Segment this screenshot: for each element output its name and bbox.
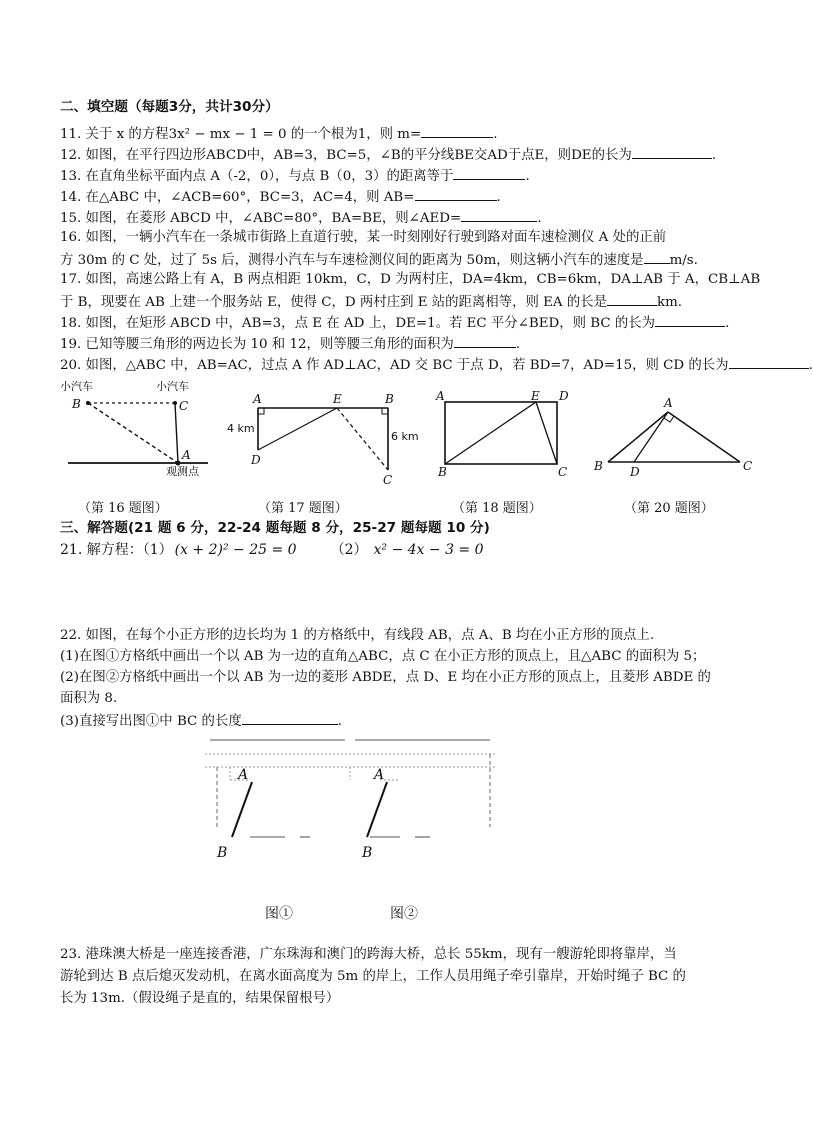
question-23-line-1: 23. 港珠澳大桥是一座连接香港，广东珠海和澳门的跨海大桥，总长 55km，现有一艘游轮即将靠岸，当 bbox=[60, 947, 677, 962]
label-a: A bbox=[182, 448, 191, 462]
label-b: B bbox=[594, 459, 603, 473]
question-13 bbox=[60, 166, 530, 186]
label-c: C bbox=[179, 399, 189, 413]
answer-blank-19[interactable] bbox=[454, 334, 516, 348]
question-23-line-3: 长为 13m.（假设绳子是直的，结果保留根号） bbox=[60, 991, 340, 1006]
question-14-tail: . bbox=[496, 190, 501, 205]
equation-1: (x + 2)² − 25 = 0 bbox=[174, 542, 297, 558]
caption-figure-16: （第 16 题图） bbox=[78, 501, 168, 516]
point-c bbox=[173, 401, 177, 405]
question-11-text: 11. 关于 x 的方程3x² − mx − 1 = 0 的一个根为1，则 m= bbox=[60, 127, 422, 142]
question-19 bbox=[60, 334, 520, 354]
question-18 bbox=[60, 313, 729, 333]
question-22-line-3: (2)在图②方格纸中画出一个以 AB 为一边的菱形 ABDE，点 D、E 均在小正方形的顶点上，且菱形 ABDE 的 bbox=[60, 670, 711, 685]
question-22-line-4: 面积为 8. bbox=[60, 691, 118, 706]
label-a: A bbox=[253, 392, 262, 406]
label-a: A bbox=[436, 389, 445, 403]
right-angle-b bbox=[382, 408, 388, 414]
question-13-tail: . bbox=[525, 169, 530, 184]
length-da: 4 km bbox=[227, 422, 255, 435]
question-12 bbox=[60, 145, 716, 165]
path-ba bbox=[88, 403, 178, 463]
question-20 bbox=[60, 355, 813, 375]
answer-blank-12[interactable] bbox=[632, 145, 712, 159]
figure-18 bbox=[430, 388, 580, 480]
rectangle-abcd bbox=[445, 402, 557, 464]
question-12-text: 12. 如图，在平行四边形ABCD中，AB=3，BC=5，∠B的平分线BE交AD于点E，则DE的长为 bbox=[60, 148, 632, 163]
question-15 bbox=[60, 208, 542, 228]
question-11-tail: . bbox=[493, 127, 498, 142]
answer-blank-22[interactable] bbox=[242, 711, 338, 725]
caption-figure-18: （第 18 题图） bbox=[452, 501, 542, 516]
question-15-text: 15. 如图，在菱形 ABCD 中，∠ABC=80°，BA=BE，则∠AED= bbox=[60, 211, 462, 226]
answer-blank-14[interactable] bbox=[415, 187, 497, 201]
label-e: E bbox=[333, 392, 342, 406]
question-18-tail: . bbox=[725, 316, 730, 331]
question-16-text: 方 30m 的 C 处，过了 5s 后，测得小汽车与车速检测仪间的距离为 50m，则这辆小汽车的速度是 bbox=[60, 253, 644, 268]
answer-blank-16[interactable] bbox=[644, 250, 670, 264]
figure-17 bbox=[225, 388, 420, 488]
question-14 bbox=[60, 187, 501, 207]
caption-figure-20: （第 20 题图） bbox=[624, 501, 714, 516]
label-d: D bbox=[630, 465, 640, 479]
answer-blank-15[interactable] bbox=[461, 208, 537, 222]
label-d: D bbox=[559, 389, 569, 403]
answer-blank-18[interactable] bbox=[655, 313, 725, 327]
label-a: A bbox=[664, 396, 673, 410]
question-13-text: 13. 在直角坐标平面内点 A（-2，0），与点 B（0，3）的距离等于 bbox=[60, 169, 454, 184]
section-2-header: 二、填空题（每题3分，共计30分） bbox=[60, 99, 279, 115]
label-e: E bbox=[531, 389, 540, 403]
question-14-text: 14. 在△ABC 中，∠ACB=60°，BC=3，AC=4，则 AB= bbox=[60, 190, 415, 205]
label-c: C bbox=[743, 459, 753, 473]
answer-blank-11[interactable] bbox=[421, 124, 493, 138]
caption-grid-1: 图① bbox=[265, 906, 293, 922]
right-angle-a bbox=[664, 416, 674, 422]
question-15-tail: . bbox=[537, 211, 542, 226]
question-17-tail: km. bbox=[657, 295, 683, 310]
equation-2-label: （2） bbox=[330, 542, 368, 558]
answer-blank-17[interactable] bbox=[607, 292, 657, 306]
question-16-tail: m/s. bbox=[669, 253, 698, 268]
label-c: C bbox=[383, 473, 393, 487]
path-ca bbox=[175, 403, 178, 463]
label-car-left: 小汽车 bbox=[60, 380, 93, 393]
label-b: B bbox=[72, 397, 81, 411]
question-20-tail: . bbox=[808, 358, 813, 373]
grid-figures bbox=[205, 732, 505, 872]
figure-20 bbox=[588, 394, 758, 478]
answer-blank-20[interactable] bbox=[729, 355, 809, 369]
section-3-header: 三、解答题(21 题 6 分，22-24 题每题 8 分，25-27 题每题 10 分) bbox=[60, 520, 490, 536]
grid-2-label-a: A bbox=[374, 767, 385, 783]
question-22-tail: . bbox=[337, 714, 342, 729]
question-23-line-2: 游轮到达 B 点后熄灭发动机，在离水面高度为 5m 的岸上，工作人员用绳子牵引靠岸，开始时绳子 BC 的 bbox=[60, 969, 686, 984]
label-station: 观测点 bbox=[166, 465, 199, 478]
grid-1-label-a: A bbox=[238, 767, 249, 783]
grid-1-label-b: B bbox=[217, 845, 228, 861]
question-11 bbox=[60, 124, 497, 144]
label-c: C bbox=[558, 465, 568, 479]
question-21 bbox=[60, 541, 484, 559]
question-16-line-1: 16. 如图，一辆小汽车在一条城市街路上直道行驶，某一时刻刚好行驶到路对面车速检测仪 A 处的正前 bbox=[60, 230, 667, 245]
segment-ec bbox=[337, 408, 388, 470]
question-17-line-1: 17. 如图，高速公路上有 A，B 两点相距 10km，C，D 为两村庄，DA=4km，CB=6km，DA⊥AB 于 A，CB⊥AB bbox=[60, 272, 761, 287]
segment-ab-1 bbox=[232, 782, 252, 837]
question-19-tail: . bbox=[515, 337, 521, 352]
segment-be bbox=[445, 402, 536, 464]
length-cb: 6 km bbox=[391, 430, 419, 443]
label-car-right: 小汽车 bbox=[156, 380, 189, 393]
question-22-line-5 bbox=[60, 711, 342, 731]
answer-blank-13[interactable] bbox=[453, 166, 525, 180]
grid-faint-lines bbox=[205, 754, 495, 780]
equation-2: x² − 4x − 3 = 0 bbox=[373, 542, 484, 558]
question-20-text: 20. 如图，△ABC 中，AB=AC，过点 A 作 AD⊥AC，AD 交 BC 于点 D，若 BD=7，AD=15，则 CD 的长为 bbox=[60, 358, 729, 373]
segment-ec bbox=[536, 402, 557, 464]
question-18-text: 18. 如图，在矩形 ABCD 中，AB=3，点 E 在 AD 上，DE=1。若 EC 平分∠BED，则 BC 的长为 bbox=[60, 316, 656, 331]
right-angle-a bbox=[258, 408, 264, 414]
question-16-line-2 bbox=[60, 250, 698, 270]
point-b bbox=[86, 401, 90, 405]
segment-ab-2 bbox=[367, 782, 387, 837]
question-22-line-2: (1)在图①方格纸中画出一个以 AB 为一边的直角△ABC，点 C 在小正方形的顶点上，且△ABC 的面积为 5； bbox=[60, 649, 706, 664]
segment-ab bbox=[608, 412, 668, 462]
caption-figure-17: （第 17 题图） bbox=[258, 501, 348, 516]
segment-ed bbox=[258, 408, 337, 450]
grid-2-label-b: B bbox=[362, 845, 373, 861]
figure-16 bbox=[60, 378, 210, 476]
question-22-line-1: 22. 如图，在每个小正方形的边长均为 1 的方格纸中，有线段 AB，点 A、B 均在小正方形的顶点上. bbox=[60, 628, 655, 643]
question-17-text: 于 B，现要在 AB 上建一个服务站 E，使得 C，D 两村庄到 E 站的距离相等，则 EA 的长是 bbox=[60, 295, 607, 310]
label-d: D bbox=[251, 453, 261, 467]
caption-grid-2: 图② bbox=[390, 906, 418, 922]
question-22-part-3: (3)直接写出图①中 BC 的长度 bbox=[60, 714, 242, 729]
label-b: B bbox=[385, 392, 394, 406]
question-21-label: 21. 解方程：（1） bbox=[60, 542, 173, 558]
question-19-text: 19. 已知等腰三角形的两边长为 10 和 12，则等腰三角形的面积为 bbox=[60, 337, 454, 352]
label-b: B bbox=[438, 465, 447, 479]
question-12-tail: . bbox=[711, 148, 717, 163]
question-17-line-2 bbox=[60, 292, 682, 312]
segment-ac bbox=[668, 412, 740, 462]
